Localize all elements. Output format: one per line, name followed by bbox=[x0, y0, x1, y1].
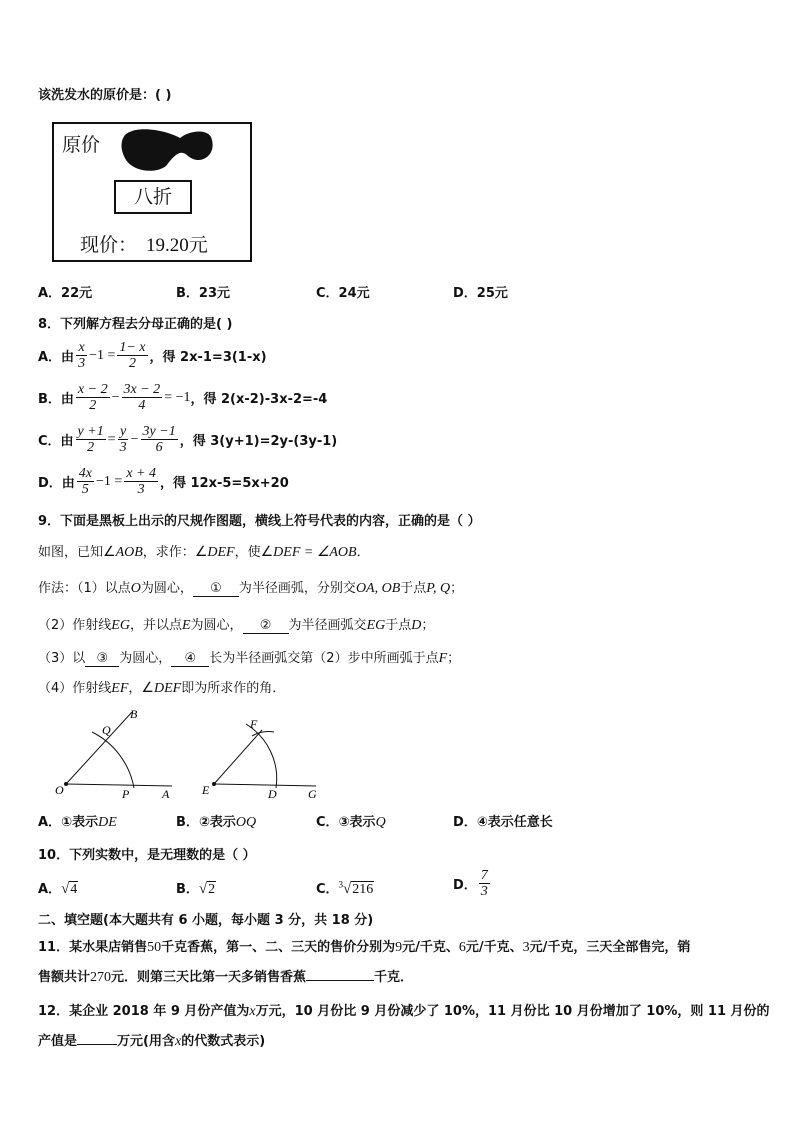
label-b: B bbox=[130, 707, 138, 721]
figure-angle-def bbox=[196, 710, 330, 802]
q8-stem: 8．下列解方程去分母正确的是( ) bbox=[38, 317, 233, 332]
q12-line1: 12．某企业 2018 年 9 月份产值为x万元，10 月份比 9 月份减少了 10%，11 月份比 10 月份增加了 10%，则 11 月份的 bbox=[38, 1004, 770, 1019]
label-d: D bbox=[268, 787, 277, 801]
q7-stem: 该洗发水的原价是：( ) bbox=[38, 88, 172, 103]
label-a: A bbox=[162, 787, 170, 801]
q11-line1: 11．某水果店销售50千克香蕉，第一、二、三天的售价分别为9元/千克、6元/千克、3元/千克，三天全部售完，销 bbox=[38, 940, 691, 955]
figure-angle-aob bbox=[50, 706, 190, 802]
q9-step2: （2）作射线EG，并以点E为圆心， ② 为半径画弧交EG于点D； bbox=[38, 618, 435, 633]
label-o: O bbox=[55, 783, 64, 797]
q12-answer-blank[interactable] bbox=[77, 1044, 117, 1045]
q10-option-a: A．√4 bbox=[38, 881, 78, 897]
label-e: E bbox=[202, 783, 210, 797]
q8-option-d: D．由 $\frac{4x}{5}$ −1 = $\frac{x + 4}{3}$ ，得 12x-5=5x+20 bbox=[38, 466, 289, 497]
q9-option-a: A．①表示DE bbox=[38, 815, 117, 830]
section-2-heading: 二、填空题(本大题共有 6 小题，每小题 3 分，共 18 分) bbox=[38, 913, 374, 928]
q10-option-c: C．$^3$√216 bbox=[316, 879, 374, 897]
q9-given: 如图，已知∠AOB，求作：∠DEF，使∠DEF = ∠AOB． bbox=[38, 545, 370, 560]
q11-answer-blank[interactable] bbox=[306, 980, 374, 981]
q12-line2: 产值是 万元(用含x的代数式表示) bbox=[38, 1034, 266, 1049]
current-price-label: 现价： bbox=[80, 234, 138, 256]
label-g: G bbox=[308, 787, 317, 801]
q10-stem: 10．下列实数中，是无理数的是（ ） bbox=[38, 848, 256, 863]
q11-line2: 售额共计270元．则第三天比第一天多销售香蕉 千克． bbox=[38, 970, 414, 985]
current-price-value: 19.20元 bbox=[146, 235, 208, 256]
q9-step3: （3）以 ③ 为圆心， ④ 长为半径画弧交第（2）步中所画弧于点F； bbox=[38, 651, 461, 666]
q8-option-a: A．由 $\frac{x}{3}$ −1 = $\frac{1- x}{2}$ ，得 2x-1=3(1-x) bbox=[38, 340, 267, 371]
q7-option-c: C．24元 bbox=[316, 286, 370, 301]
q9-step4: （4）作射线EF，∠DEF即为所求作的角． bbox=[38, 681, 286, 696]
label-q: Q bbox=[102, 723, 111, 737]
ink-blot-icon bbox=[120, 126, 216, 174]
q9-option-d: D．④表示任意长 bbox=[453, 815, 553, 830]
q7-option-d: D．25元 bbox=[453, 286, 508, 301]
q8-option-b: B．由 $\frac{x - 2}{2}$ − $\frac{3x - 2}{4}$ = −1 ，得 2(x-2)-3x-2=-4 bbox=[38, 382, 328, 413]
q9-option-c: C．③表示Q bbox=[316, 815, 386, 830]
q7-option-b: B．23元 bbox=[176, 286, 230, 301]
original-price-label: 原价 bbox=[62, 134, 101, 156]
q9-stem: 9．下面是黑板上出示的尺规作图题，横线上符号代表的内容，正确的是（ ） bbox=[38, 514, 481, 529]
q7-option-a: A．22元 bbox=[38, 286, 93, 301]
q9-step1: 作法：（1）以点O为圆心， ① 为半径画弧，分别交OA, OB于点P, Q； bbox=[38, 581, 464, 596]
price-sign bbox=[52, 122, 252, 262]
label-p: P bbox=[122, 787, 130, 801]
label-f: F bbox=[250, 717, 258, 731]
q9-option-b: B．②表示OQ bbox=[176, 815, 257, 830]
q8-option-c: C．由 $\frac{y +1}{2}$ = $\frac{y}{3}$ − $\frac{3y -1}{6}$ ，得 3(y+1)=2y-(3y-1) bbox=[38, 424, 338, 455]
q10-option-b: B．√2 bbox=[176, 881, 216, 897]
q10-option-d: D． $\frac{7}{3}$ bbox=[453, 868, 488, 899]
discount-box: 八折 bbox=[114, 180, 192, 214]
